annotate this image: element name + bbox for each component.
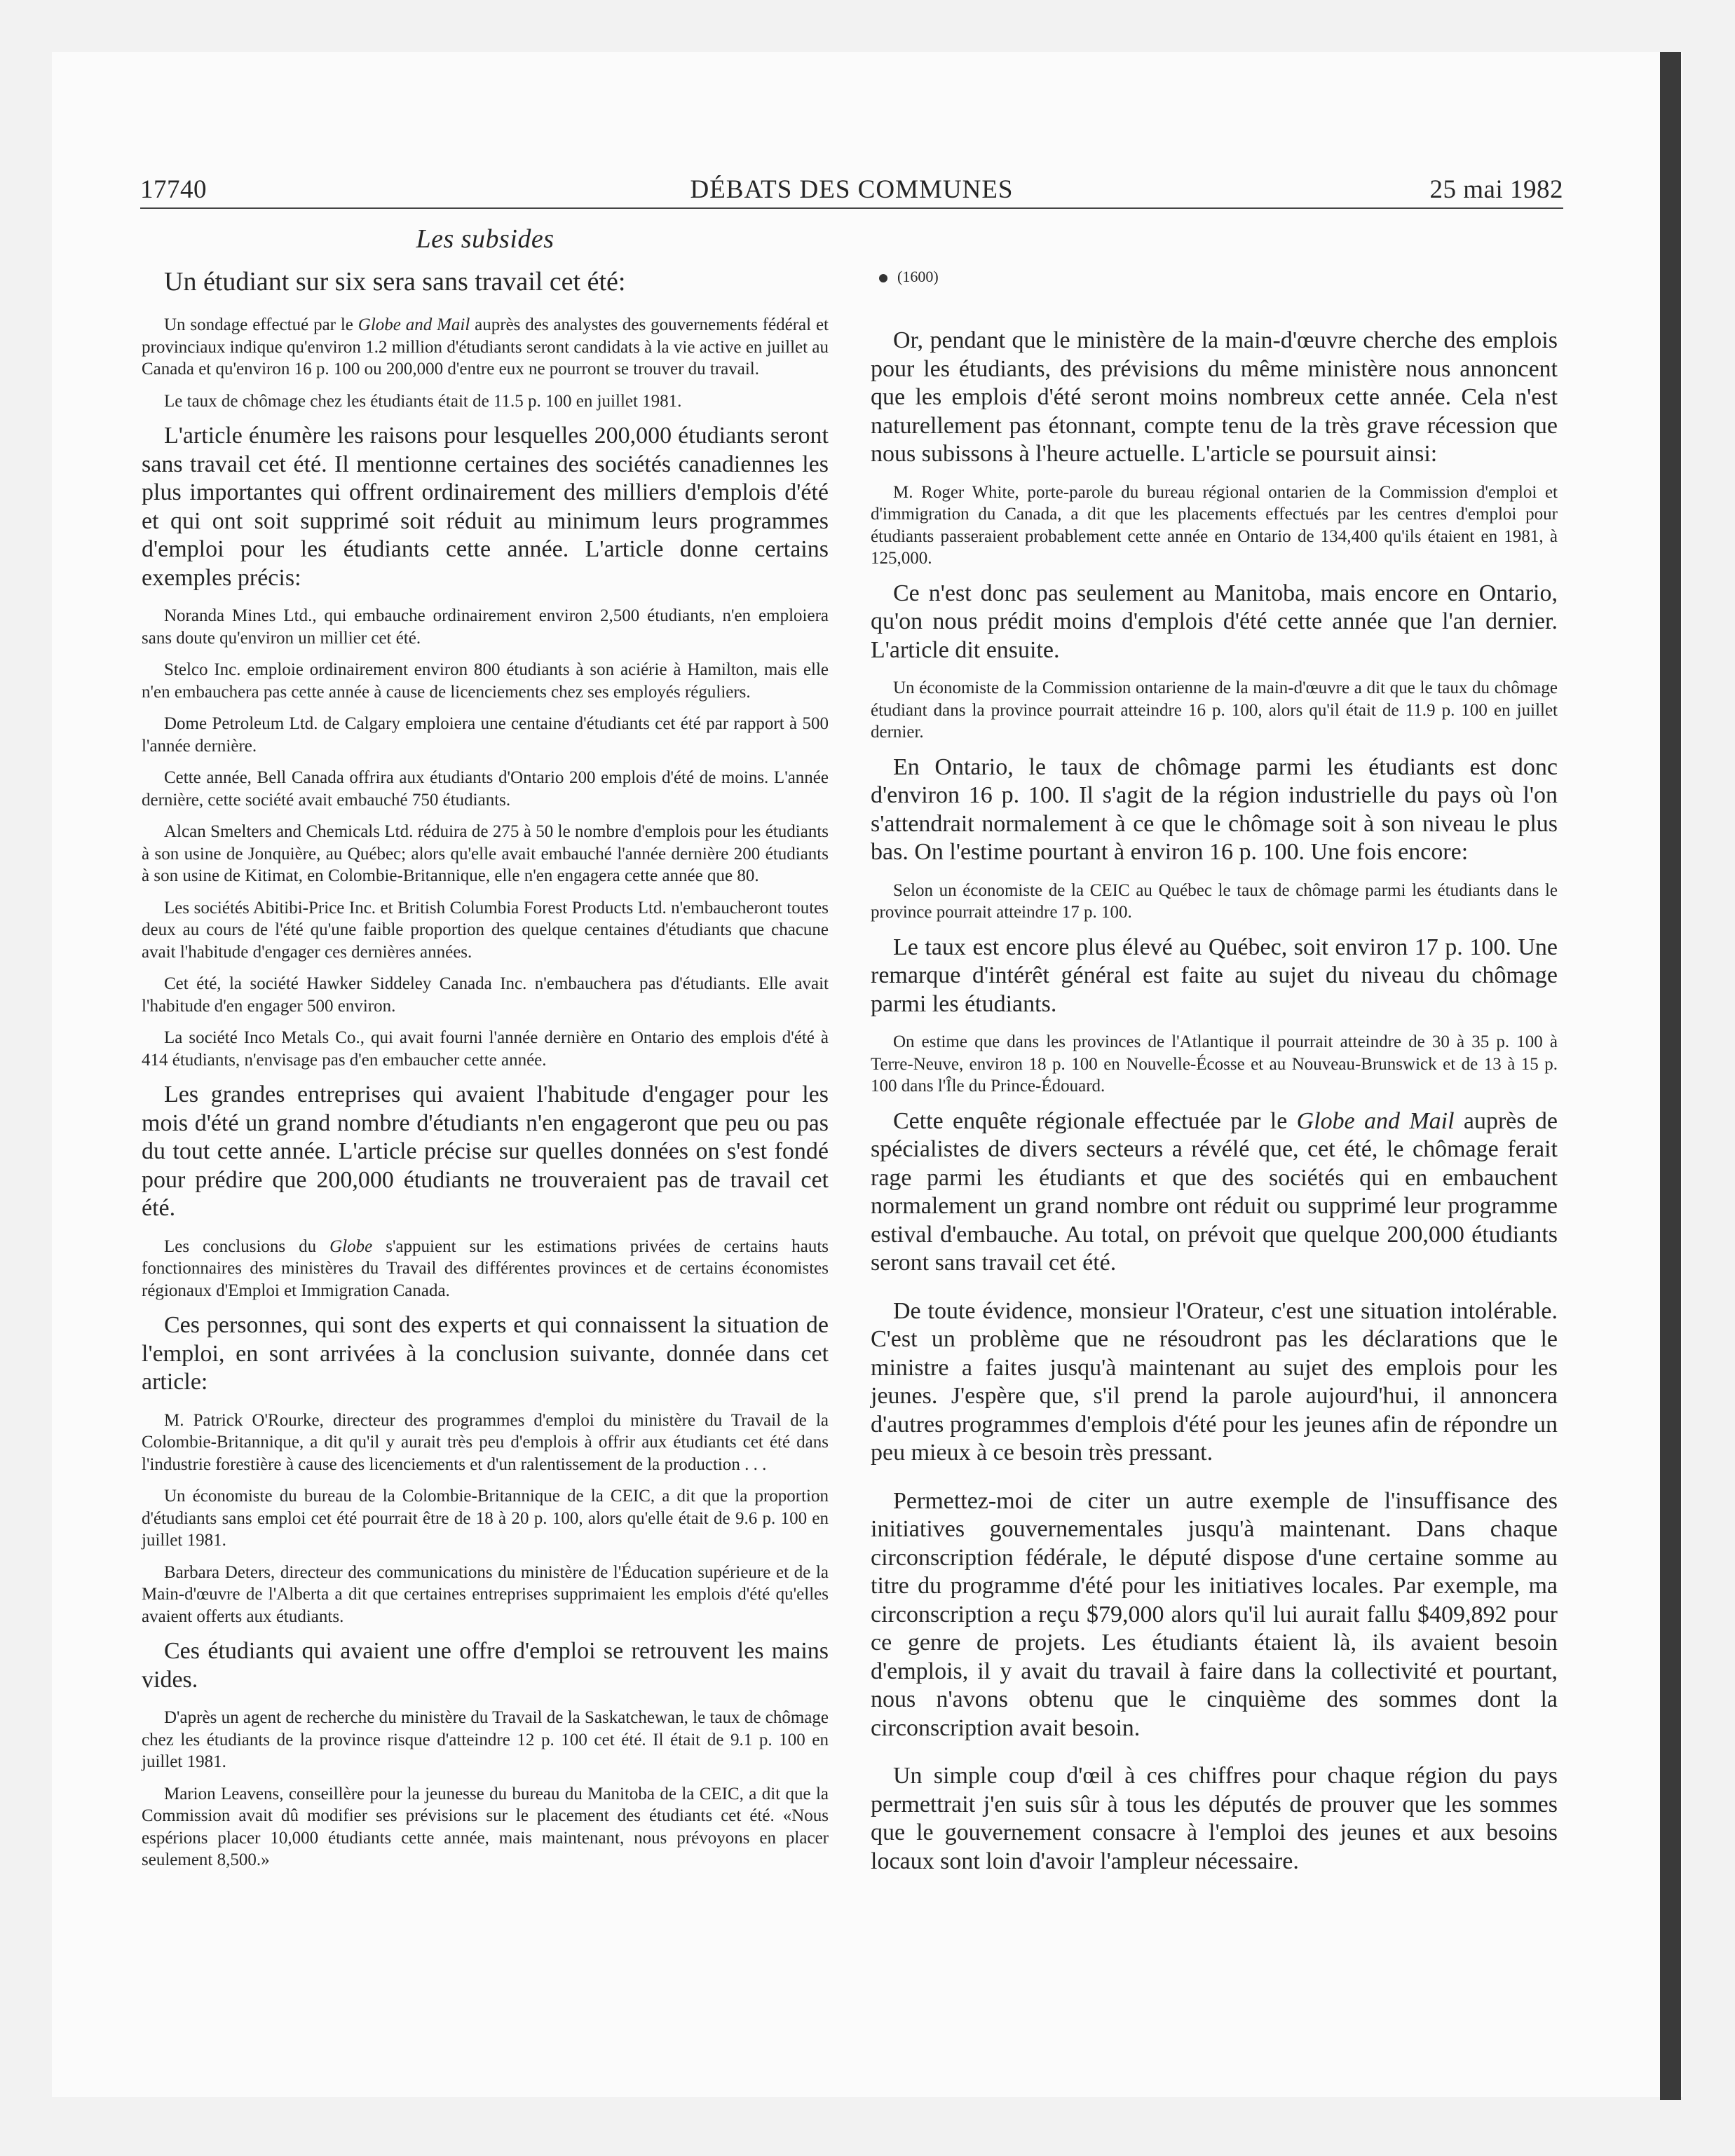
quote-paragraph [142, 1236, 829, 1302]
time-marker [871, 266, 1558, 287]
body-paragraph: En Ontario, le taux de chômage parmi les étudiants est donc d'environ 16 p. 100. Il s'agit de la région industrielle du pays où l'on s'attendrait normalement à ce que le chômage soit à son niveau le plus bas. On l'estime pourtant à environ 16 p. 100. Une fois encore: [871, 753, 1558, 865]
quote-paragraph: Le taux de chômage chez les étudiants était de 11.5 p. 100 en juillet 1981. [164, 391, 682, 411]
body-paragraph: De toute évidence, monsieur l'Orateur, c'est une situation intolérable. C'est un problème que ne résoudront pas les déclarations que le ministre a faites jusqu'à maintenant au sujet des emplois pour les jeunes. J'espère que, s'il prend la parole aujourd'hui, il annoncera d'autres programmes d'emplois d'été pour les jeunes afin de répondre un peu mieux à ce besoin très pressant. [871, 1297, 1558, 1466]
quote-paragraph: Cet été, la société Hawker Siddeley Canada Inc. n'embauchera pas d'étudiants. Elle avait l'habitude d'en engager 500 environ. [142, 974, 829, 1016]
quote-paragraph: D'après un agent de recherche du ministère du Travail de la Saskatchewan, le taux de chômage chez les étudiants de la province risque d'atteindre 12 p. 100 cet été. Il était de 9.1 p. 100 en juillet 1981. [142, 1708, 829, 1771]
body-paragraph: Ces personnes, qui sont des experts et qui connaissent la situation de l'emploi, en sont arrivées à la conclusion suivante, donnée dans cet article: [142, 1312, 829, 1395]
quote-paragraph: Stelco Inc. emploie ordinairement environ 800 étudiants à son aciérie à Hamilton, mais elle n'en embauchera pas cette année à cause de licenciements chez ses employés réguliers. [142, 660, 829, 702]
body-text: Cette enquête régionale effectuée par le [893, 1107, 1297, 1134]
body-text: auprès de spécialistes de divers secteurs a révélé que, cet été, le chômage ferait rage parmi les étudiants et que des sociétés qui en embauchent normalement un grand nombre ont réduit ou supprimé leur programme estival d'embauche. Au total, on prévoit que quelque 200,000 étudiants seront sans travail cet été. [871, 1107, 1558, 1276]
quote-paragraph: Alcan Smelters and Chemicals Ltd. réduira de 275 à 50 le nombre d'emplois pour les étudiants à son usine de Jonquière, au Québec; alors qu'elle avait embauché l'année dernière 200 étudiants à son usine de Kitimat, en Colombie-Britannique, elle n'en engagera cette année que 80. [142, 822, 829, 885]
body-paragraph: Ces étudiants qui avaient une offre d'emploi se retrouvent les mains vides. [142, 1638, 829, 1693]
body-paragraph: Les grandes entreprises qui avaient l'habitude d'engager pour les mois d'été un grand nombre d'étudiants n'en engageront que peu ou pas du tout cette année. L'article précise sur quelles données on s'est fondé pour prédire que 200,000 étudiants ne trouveraient pas de travail cet été. [142, 1082, 829, 1221]
article-headline: Un étudiant sur six sera sans travail cet été: [164, 267, 626, 296]
quote-paragraph: Un économiste du bureau de la Colombie-Britannique de la CEIC, a dit que la proportion d'étudiants sans emploi cet été pourrait être de 18 à 20 p. 100, alors qu'elle était de 9.6 p. 100 en juillet 1981. [142, 1487, 829, 1550]
quote-text: auprès des analystes des gouvernements fédéral et provinciaux indique qu'environ 1.2 million d'étudiants seront candidats à la vie active en juillet au Canada et qu'environ 16 p. 100 ou 200,000 d'entre eux ne pourront se trouver du travail. [142, 315, 829, 378]
body-paragraph [871, 1107, 1558, 1278]
page-header [140, 174, 1563, 206]
section-title: Les subsides [416, 224, 554, 254]
publication-name: Globe [329, 1236, 373, 1256]
quote-text: Un sondage effectué par le [164, 315, 358, 334]
body-paragraph: Ce n'est donc pas seulement au Manitoba, mais encore en Ontario, qu'on nous prédit moins d'emplois d'été cette année que l'an dernier. L'article dit ensuite. [871, 580, 1558, 663]
bullet-icon [879, 274, 887, 282]
quote-text: s'appuient sur les estimations privées de certains hauts fonctionnaires des ministères du Travail des différentes provinces et de certains économistes régionaux d'Emploi et Immigration Canada. [142, 1236, 829, 1300]
quote-paragraph: Cette année, Bell Canada offrira aux étudiants d'Ontario 200 emplois d'été de moins. L'année dernière, cette société avait embauché 750 étudiants. [142, 768, 829, 810]
publication-name: Globe and Mail [1296, 1107, 1455, 1134]
body-paragraph: Un simple coup d'œil à ces chiffres pour chaque région du pays permettrait j'en suis sûr à tous les députés de prouver que les sommes que le gouvernement consacre à l'emploi des jeunes et aux besoins locaux sont loin d'avoir l'ampleur nécessaire. [871, 1763, 1558, 1874]
quote-paragraph [142, 314, 829, 381]
quote-paragraph: Dome Petroleum Ltd. de Calgary emploiera une centaine d'étudiants cet été par rapport à 500 l'année dernière. [142, 714, 829, 756]
body-paragraph: Or, pendant que le ministère de la main-d'œuvre cherche des emplois pour les étudiants, des prévisions du même ministère nous annoncent que les emplois d'été seront moins nombreux cette année. Cela n'est naturellement pas étonnant, compte tenu de la très grave récession que nous subissons à l'heure actuelle. L'article se poursuit ainsi: [871, 327, 1558, 467]
body-paragraph: Le taux est encore plus élevé au Québec, soit environ 17 p. 100. Une remarque d'intérêt général est faite au sujet du niveau du chômage parmi les étudiants. [871, 934, 1558, 1017]
quote-paragraph: Barbara Deters, directeur des communications du ministère de l'Éducation supérieure et de la Main-d'œuvre de l'Alberta a dit que certaines entreprises supprimaient les emplois d'été qu'elles avaient offerts aux étudiants. [142, 1562, 829, 1626]
quote-paragraph: La société Inco Metals Co., qui avait fourni l'année dernière en Ontario des emplois d'été à 414 étudiants, n'envisage pas d'en embaucher cette année. [142, 1028, 829, 1070]
quote-paragraph: M. Roger White, porte-parole du bureau régional ontarien de la Commission d'emploi et d'immigration du Canada, a dit que les placements effectués par les centres d'emploi pour étudiants passeraient probablement cette année en Ontario de 134,400 qu'ils étaient en 1981, à 125,000. [871, 482, 1558, 568]
page-date: 25 mai 1982 [1429, 175, 1563, 204]
quote-paragraph: Un économiste de la Commission ontarienne de la main-d'œuvre a dit que le taux du chômage étudiant dans la province pourrait atteindre 16 p. 100, alors qu'il était de 11.9 p. 100 en juillet dernier. [871, 678, 1558, 742]
quote-paragraph: Marion Leavens, conseillère pour la jeunesse du bureau du Manitoba de la CEIC, a dit que la Commission avait dû modifier ses prévisions sur le placement des étudiants cet été. «Nous espérions placer 10,000 étudiants cette année, mais maintenant, nous prévoyons en placer seulement 8,500.» [142, 1784, 829, 1869]
body-paragraph: Permettez-moi de citer un autre exemple de l'insuffisance des initiatives gouvernementales jusqu'à maintenant. Dans chaque circonscription fédérale, le député dispose d'une certaine somme au titre du programme d'été pour les initiatives locales. Par exemple, ma circonscription a reçu $79,000 alors qu'il lui aurait fallu $409,892 pour ce genre de projets. Les étudiants étaient là, ils avaient besoin d'emplois, il y avait du travail à faire dans la collectivité et pourtant, nous n'avons obtenu que le cinquième des sommes dont la circonscription avait besoin. [871, 1487, 1558, 1741]
header-rule [140, 207, 1563, 209]
quote-paragraph: M. Patrick O'Rourke, directeur des programmes d'emploi du ministère du Travail de la Colombie-Britannique, a dit qu'il y aurait très peu d'emplois à offrir aux étudiants cet été dans l'industrie forestière à cause des licenciements et d'un ralentissement de la production . . . [142, 1410, 829, 1474]
time-marker-text: (1600) [897, 268, 939, 285]
quote-paragraph: Les sociétés Abitibi-Price Inc. et British Columbia Forest Products Ltd. n'embaucheront toutes deux au cours de l'été qu'une faible proportion des quelque centaines d'étudiants que chacune avait l'habitude d'engager ces dernières années. [142, 898, 829, 962]
left-column [142, 223, 829, 1881]
body-paragraph: L'article énumère les raisons pour lesquelles 200,000 étudiants seront sans travail cet été. Il mentionne certaines des sociétés canadiennes les plus importantes qui offrent ordinairement des milliers d'emplois d'été et qui ont soit supprimé soit réduit au minimum leurs programmes d'emploi pour les étudiants cette année. L'article donne certains exemples précis: [142, 423, 829, 591]
scan-edge-bar [1660, 52, 1681, 2100]
right-column [871, 223, 1558, 1888]
publication-title: DÉBATS DES COMMUNES [690, 175, 1014, 204]
page-number: 17740 [140, 175, 207, 204]
quote-paragraph: Noranda Mines Ltd., qui embauche ordinairement environ 2,500 étudiants, n'en emploiera sans doute qu'environ un millier cet été. [142, 606, 829, 648]
quote-paragraph: Selon un économiste de la CEIC au Québec le taux de chômage parmi les étudiants dans le province pourrait atteindre 17 p. 100. [871, 880, 1558, 922]
publication-name: Globe and Mail [358, 315, 470, 334]
quote-text: Les conclusions du [164, 1236, 330, 1256]
quote-paragraph: On estime que dans les provinces de l'Atlantique il pourrait atteindre de 30 à 35 p. 100 à Terre-Neuve, environ 18 p. 100 en Nouvelle-Écosse et au Nouveau-Brunswick et de 13 à 15 p. 100 dans l'Île du Prince-Édouard. [871, 1032, 1558, 1096]
